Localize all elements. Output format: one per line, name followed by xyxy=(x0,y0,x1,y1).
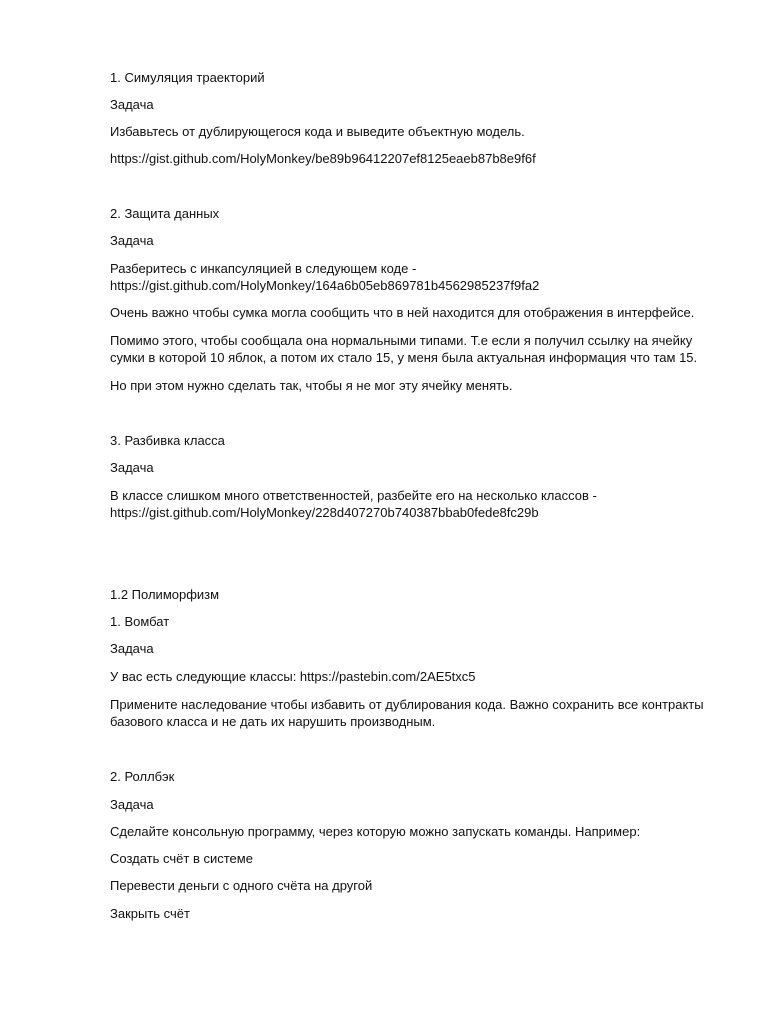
subsection-heading: 1. Вомбат xyxy=(110,614,170,629)
section-heading: 2. Защита данных xyxy=(110,206,220,221)
paragraph-line: Помимо этого, чтобы сообщала она нормальными типами. Т.е если я получил ссылку на ячейку xyxy=(110,333,693,348)
task-label: Задача xyxy=(110,797,154,812)
list-item: Перевести деньги с одного счёта на другой xyxy=(110,878,373,893)
task-label: Задача xyxy=(110,641,154,656)
section-heading: 1.2 Полиморфизм xyxy=(110,587,220,602)
section-heading: 1. Симуляция траекторий xyxy=(110,70,265,85)
task-text xyxy=(110,487,710,521)
paragraph-line: Примените наследование чтобы избавить от дублирования кода. Важно сохранить все контракты xyxy=(110,697,704,712)
paragraph xyxy=(110,696,710,730)
section-heading: 3. Разбивка класса xyxy=(110,433,225,448)
task-label: Задача xyxy=(110,97,154,112)
subsection-heading: 2. Роллбэк xyxy=(110,769,175,784)
gist-link[interactable]: https://gist.github.com/HolyMonkey/228d407270b740387bbab0fede8fc29b xyxy=(110,505,539,520)
gist-link[interactable]: https://gist.github.com/HolyMonkey/164a6b05eb869781b4562985237f9fa2 xyxy=(110,278,540,293)
paragraph: Очень важно чтобы сумка могла сообщить что в ней находится для отображения в интерфейсе. xyxy=(110,305,695,320)
task-text: Сделайте консольную программу, через которую можно запускать команды. Например: xyxy=(110,824,641,839)
paragraph-line: сумки в которой 10 яблок, а потом их стало 15, у меня была актуальная информация что там 15. xyxy=(110,350,698,365)
task-text-line: Разберитесь с инкапсуляцией в следующем коде - xyxy=(110,261,417,276)
paragraph: Но при этом нужно сделать так, чтобы я не мог эту ячейку менять. xyxy=(110,378,513,393)
task-text: Избавьтесь от дублирующегося кода и выведите объектную модель. xyxy=(110,124,525,139)
list-item: Закрыть счёт xyxy=(110,906,190,921)
task-text xyxy=(110,260,710,294)
list-item: Создать счёт в системе xyxy=(110,851,253,866)
task-label: Задача xyxy=(110,233,154,248)
task-text-line: В классе слишком много ответственностей, разбейте его на несколько классов - xyxy=(110,488,597,503)
gist-link[interactable]: https://gist.github.com/HolyMonkey/be89b96412207ef8125eaeb87b8e9f6f xyxy=(110,151,536,166)
paragraph-line: базового класса и не дать их нарушить производным. xyxy=(110,714,436,729)
task-label: Задача xyxy=(110,460,154,475)
pastebin-link[interactable]: У вас есть следующие классы: https://pastebin.com/2AE5txc5 xyxy=(110,669,476,684)
paragraph xyxy=(110,332,710,366)
